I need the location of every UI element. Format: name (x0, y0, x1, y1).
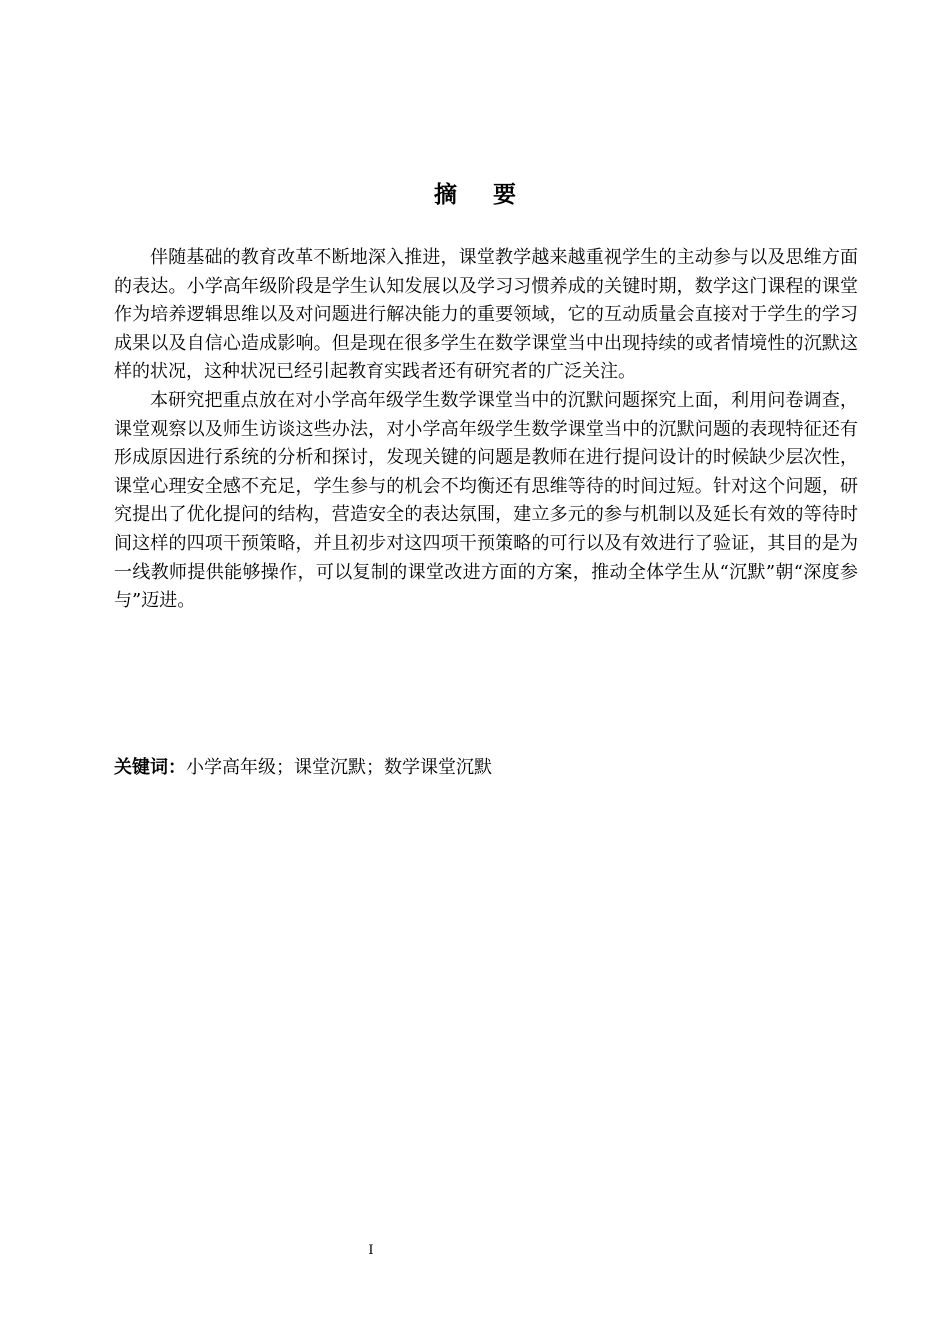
abstract-body (114, 244, 858, 616)
abstract-paragraph-1: 伴随基础的教育改革不断地深入推进，课堂教学越来越重视学生的主动参与以及思维方面的表达。小学高年级阶段是学生认知发展以及学习习惯养成的关键时期，数学这门课程的课堂作为培养逻辑思维以及对问题进行解决能力的重要领域，它的互动质量会直接对于学生的学习成果以及自信心造成影响。但是现在很多学生在数学课堂当中出现持续的或者情境性的沉默这样的状况，这种状况已经引起教育实践者还有研究者的广泛关注。 (114, 247, 858, 383)
page-number: I (368, 1243, 374, 1258)
keywords-line (114, 754, 858, 782)
abstract-paragraph-2: 本研究把重点放在对小学高年级学生数学课堂当中的沉默问题探究上面，利用问卷调查，课堂观察以及师生访谈这些办法，对小学高年级学生数学课堂当中的沉默问题的表现特征还有形成原因进行系统的分析和探讨，发现关键的问题是教师在进行提问设计的时候缺少层次性，课堂心理安全感不充足，学生参与的机会不均衡还有思维等待的时间过短。针对这个问题，研究提出了优化提问的结构，营造安全的表达氛围，建立多元的参与机制以及延长有效的等待时间这样的四项干预策略，并且初步对这四项干预策略的可行以及有效进行了验证，其目的是为一线教师提供能够操作，可以复制的课堂改进方面的方案，推动全体学生从“沉默”朝“深度参与”迈进。 (114, 389, 858, 612)
keywords-text: 小学高年级；课堂沉默；数学课堂沉默 (186, 757, 492, 778)
abstract-title: 摘 要 (433, 182, 530, 208)
keywords-label: 关键词： (114, 757, 186, 778)
